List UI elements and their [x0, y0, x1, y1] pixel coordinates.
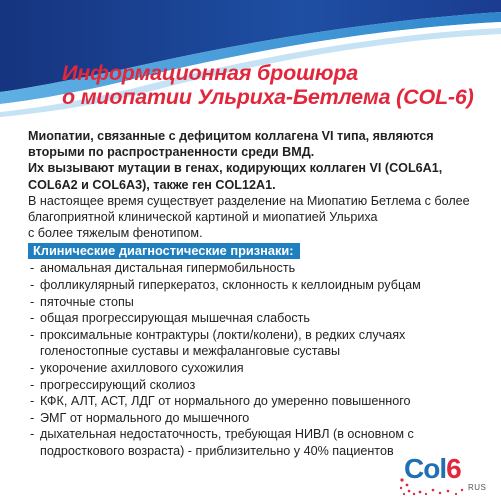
logo-six: 6	[446, 453, 461, 484]
clinical-sign-item	[28, 327, 494, 360]
logo-col: Col	[404, 453, 447, 484]
clinical-sign-item	[28, 377, 494, 394]
clinical-sign-item	[28, 260, 494, 277]
clinical-signs-heading: Клинические диагностические признаки:	[28, 243, 300, 259]
clinical-sign-text: прогрессирующий сколиоз	[40, 377, 196, 392]
clinical-sign-item	[28, 310, 494, 327]
clinical-sign-item	[28, 410, 494, 427]
clinical-sign-item	[28, 294, 494, 311]
clinical-sign-item	[28, 277, 494, 294]
col6-logo	[398, 450, 498, 498]
logo-rus: RUS	[468, 483, 487, 492]
clinical-sign-text-continued: голеностопные суставы и межфаланговые суставы	[40, 344, 341, 359]
brochure-title	[62, 61, 492, 109]
clinical-sign-text: укорочение ахиллового сухожилия	[40, 360, 244, 375]
clinical-sign-item	[28, 360, 494, 377]
title-line-2: о миопатии Ульриха-Бетлема (COL-6)	[62, 85, 474, 109]
clinical-sign-text-continued: подросткового возраста) - приблизительно у 40% пациентов	[40, 443, 394, 458]
clinical-sign-text: фолликулярный гиперкератоз, склонность к келлоидным рубцам	[40, 278, 421, 293]
intro-normal-paragraph	[28, 193, 494, 242]
intro-bold-line: Миопатии, связанные с дефицитом коллагена VI типа, являются	[28, 129, 434, 143]
title-line-1: Информационная брошюра	[62, 61, 359, 85]
intro-bold-line: вторыми по распространенности среди ВМД.	[28, 145, 315, 160]
intro-normal-line: благоприятной клинической картиной и миопатией Ульриха	[28, 210, 378, 225]
intro-normal-line: с более тяжелым фенотипом.	[28, 226, 203, 241]
brochure-content	[28, 128, 494, 460]
clinical-sign-text: дыхательная недостаточность, требующая НИВЛ (в основном с	[40, 427, 414, 442]
intro-bold-line: Их вызывают мутации в генах, кодирующих коллаген VI (COL6A1,	[28, 161, 443, 176]
intro-bold-paragraph	[28, 128, 494, 193]
clinical-sign-text: аномальная дистальная гипермобильность	[40, 261, 296, 276]
clinical-sign-text: ЭМГ от нормального до мышечного	[40, 410, 250, 425]
clinical-sign-text: общая прогрессирующая мышечная слабость	[40, 311, 310, 326]
clinical-sign-text: проксимальные контрактуры (локти/колени), в редких случаях	[40, 327, 406, 342]
clinical-sign-text: КФК, АЛТ, АСТ, ЛДГ от нормального до умеренно повышенного	[40, 394, 411, 409]
intro-bold-line: COL6A2 и COL6A3), также ген COL12A1.	[28, 177, 276, 192]
clinical-signs-list	[28, 260, 494, 459]
clinical-sign-text: пяточные стопы	[40, 294, 134, 309]
logo-text	[404, 452, 461, 486]
clinical-sign-item	[28, 393, 494, 410]
intro-normal-line: В настоящее время существует разделение на Миопатию Бетлема с более	[28, 193, 470, 208]
